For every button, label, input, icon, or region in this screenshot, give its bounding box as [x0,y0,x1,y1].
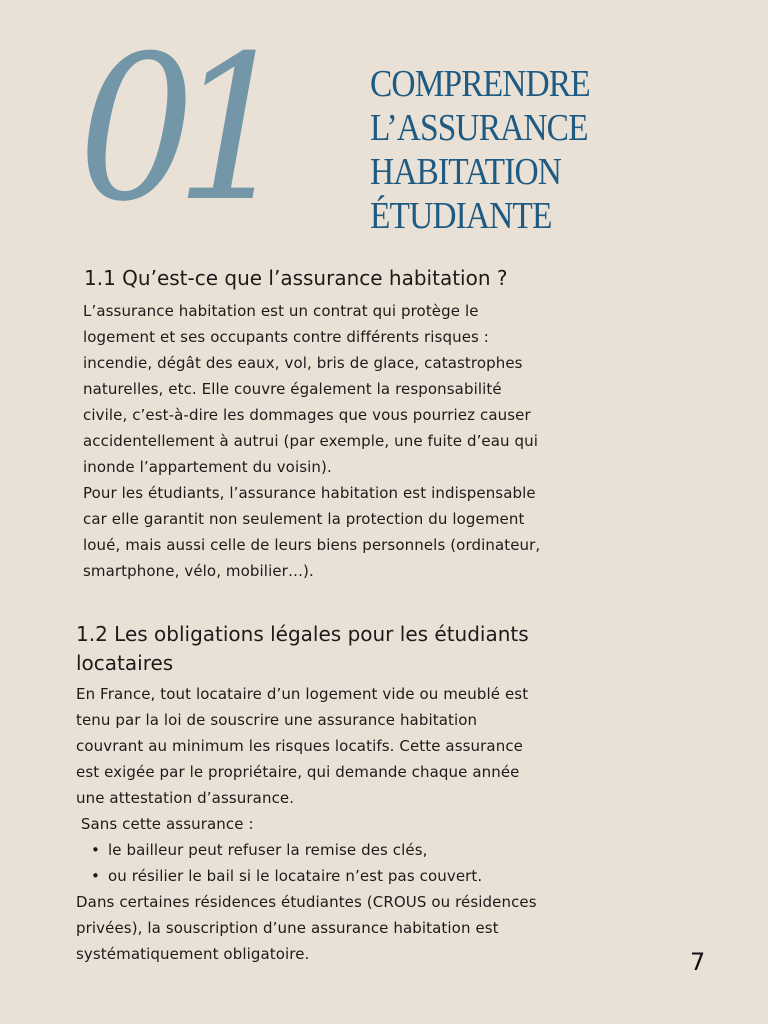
paragraph-line: car elle garantit non seulement la protection du logement [83,510,525,528]
paragraph-line: Sans cette assurance : [76,815,254,833]
section-2-body [76,681,537,967]
paragraph-line: Dans certaines résidences étudiantes (CROUS ou résidences [76,893,537,911]
paragraph-line: une attestation d’assurance. [76,789,295,807]
paragraph-line: Pour les étudiants, l’assurance habitation est indispensable [83,484,536,502]
paragraph-line: L’assurance habitation est un contrat qui protège le [83,302,479,320]
section-1-body [83,298,540,584]
paragraph-line: privées), la souscription d’une assurance habitation est [76,919,499,937]
paragraph-line: civile, c’est-à-dire les dommages que vous pourriez causer [83,406,531,424]
paragraph-line: inonde l’appartement du voisin). [83,458,332,476]
chapter-title-line: HABITATION [370,151,562,193]
paragraph-line: smartphone, vélo, mobilier…). [83,562,314,580]
paragraph-line: couvrant au minimum les risques locatifs. Cette assurance [76,737,524,755]
paragraph-line: accidentellement à autrui (par exemple, une fuite d’eau qui [83,432,539,450]
chapter-title-line: ÉTUDIANTE [370,195,552,237]
chapter-number: 01 [78,13,272,246]
consequences-list [76,837,537,889]
list-item-text: le bailleur peut refuser la remise des clés, [108,841,428,859]
section-1-heading: 1.1 Qu’est-ce que l’assurance habitation ? [84,266,508,290]
paragraph-line: loué, mais aussi celle de leurs biens personnels (ordinateur, [83,536,541,554]
paragraph-line: tenu par la loi de souscrire une assurance habitation [76,711,478,729]
bullet-icon: • [91,841,100,859]
paragraph-line: logement et ses occupants contre différents risques : [83,328,489,346]
heading-line: locataires [76,651,174,675]
heading-line: 1.2 Les obligations légales pour les étudiants [76,622,529,646]
paragraph-line: En France, tout locataire d’un logement vide ou meublé est [76,685,529,703]
paragraph-line: naturelles, etc. Elle couvre également la responsabilité [83,380,502,398]
bullet-icon: • [91,867,100,885]
section-2-heading [76,620,529,678]
chapter-title-line: L’ASSURANCE [370,107,588,149]
list-item [76,863,537,889]
paragraph-line: incendie, dégât des eaux, vol, bris de glace, catastrophes [83,354,523,372]
chapter-title [370,62,590,238]
list-item-text: ou résilier le bail si le locataire n’est pas couvert. [108,867,483,885]
paragraph-line: est exigée par le propriétaire, qui demande chaque année [76,763,520,781]
chapter-title-line: COMPRENDRE [370,63,590,105]
page-number: 7 [690,948,706,976]
paragraph-line: systématiquement obligatoire. [76,945,310,963]
list-item [76,837,537,863]
